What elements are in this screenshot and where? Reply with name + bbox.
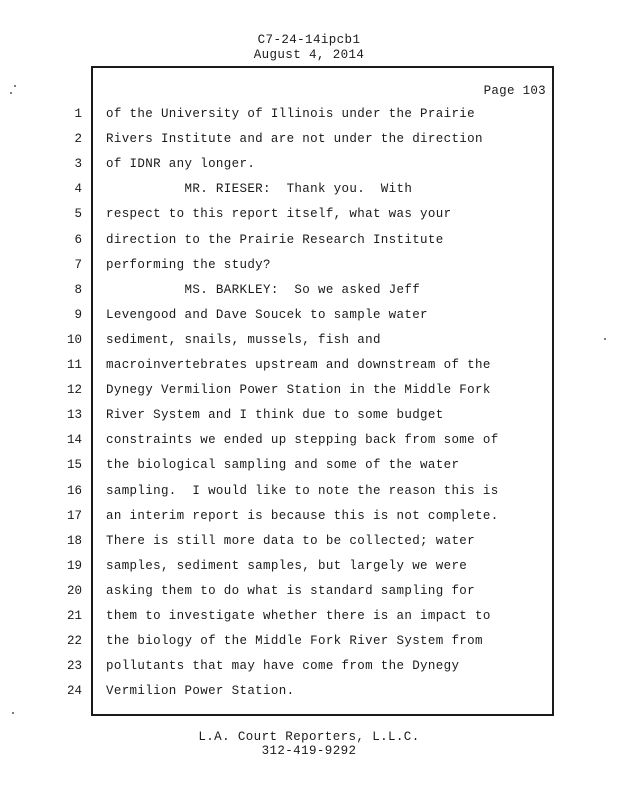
line-number: 21 [66, 609, 82, 623]
line-text: Vermilion Power Station. [106, 684, 295, 698]
line-text: the biology of the Middle Fork River System from [106, 634, 483, 648]
line-text: of the University of Illinois under the Prairie [106, 107, 476, 121]
line-number: 18 [66, 534, 82, 548]
line-number: 22 [66, 634, 82, 648]
case-number: C7-24-14ipcb1 [257, 33, 361, 47]
line-text: macroinvertebrates upstream and downstream of the [106, 358, 491, 372]
page-label: Page 103 [483, 84, 546, 98]
line-text: them to investigate whether there is an impact to [106, 609, 491, 623]
line-text: There is still more data to be collected; water [106, 534, 476, 548]
line-number: 24 [66, 684, 82, 698]
reporter-company: L.A. Court Reporters, L.L.C. [198, 730, 420, 744]
reporter-phone: 312-419-9292 [261, 744, 357, 758]
line-number: 1 [74, 107, 82, 121]
scan-speck [604, 338, 606, 340]
line-number: 9 [74, 308, 82, 322]
line-text: asking them to do what is standard sampling for [106, 584, 476, 598]
line-text: pollutants that may have come from the Dynegy [106, 659, 460, 673]
line-text: MS. BARKLEY: So we asked Jeff [106, 283, 421, 297]
line-number: 14 [66, 433, 82, 447]
line-number: 5 [74, 207, 82, 221]
line-text: Dynegy Vermilion Power Station in the Middle Fork [106, 383, 491, 397]
line-text: Levengood and Dave Soucek to sample water [106, 308, 428, 322]
line-text: performing the study? [106, 258, 271, 272]
line-number: 4 [74, 182, 82, 196]
line-text: an interim report is because this is not complete. [106, 509, 499, 523]
line-number: 23 [66, 659, 82, 673]
line-text: samples, sediment samples, but largely we were [106, 559, 468, 573]
line-number: 19 [66, 559, 82, 573]
line-number: 7 [74, 258, 82, 272]
line-text: respect to this report itself, what was your [106, 207, 452, 221]
line-number: 16 [66, 484, 82, 498]
line-number: 10 [66, 333, 82, 347]
line-text: the biological sampling and some of the water [106, 458, 460, 472]
line-number: 8 [74, 283, 82, 297]
line-text: MR. RIESER: Thank you. With [106, 182, 413, 196]
line-number: 13 [66, 408, 82, 422]
transcript-date: August 4, 2014 [253, 48, 365, 62]
scan-speck [12, 712, 14, 714]
line-number: 11 [66, 358, 82, 372]
line-text: River System and I think due to some budget [106, 408, 444, 422]
line-number: 17 [66, 509, 82, 523]
line-text: Rivers Institute and are not under the direction [106, 132, 483, 146]
line-text: sediment, snails, mussels, fish and [106, 333, 381, 347]
line-number: 12 [66, 383, 82, 397]
line-text: of IDNR any longer. [106, 157, 256, 171]
line-text: constraints we ended up stepping back from some of [106, 433, 499, 447]
line-text: direction to the Prairie Research Institute [106, 233, 444, 247]
line-text: sampling. I would like to note the reason this is [106, 484, 499, 498]
scan-speck [10, 92, 12, 94]
line-number: 15 [66, 458, 82, 472]
line-number: 6 [74, 233, 82, 247]
line-number: 2 [74, 132, 82, 146]
line-number: 20 [66, 584, 82, 598]
scan-speck [14, 85, 16, 87]
line-number: 3 [74, 157, 82, 171]
